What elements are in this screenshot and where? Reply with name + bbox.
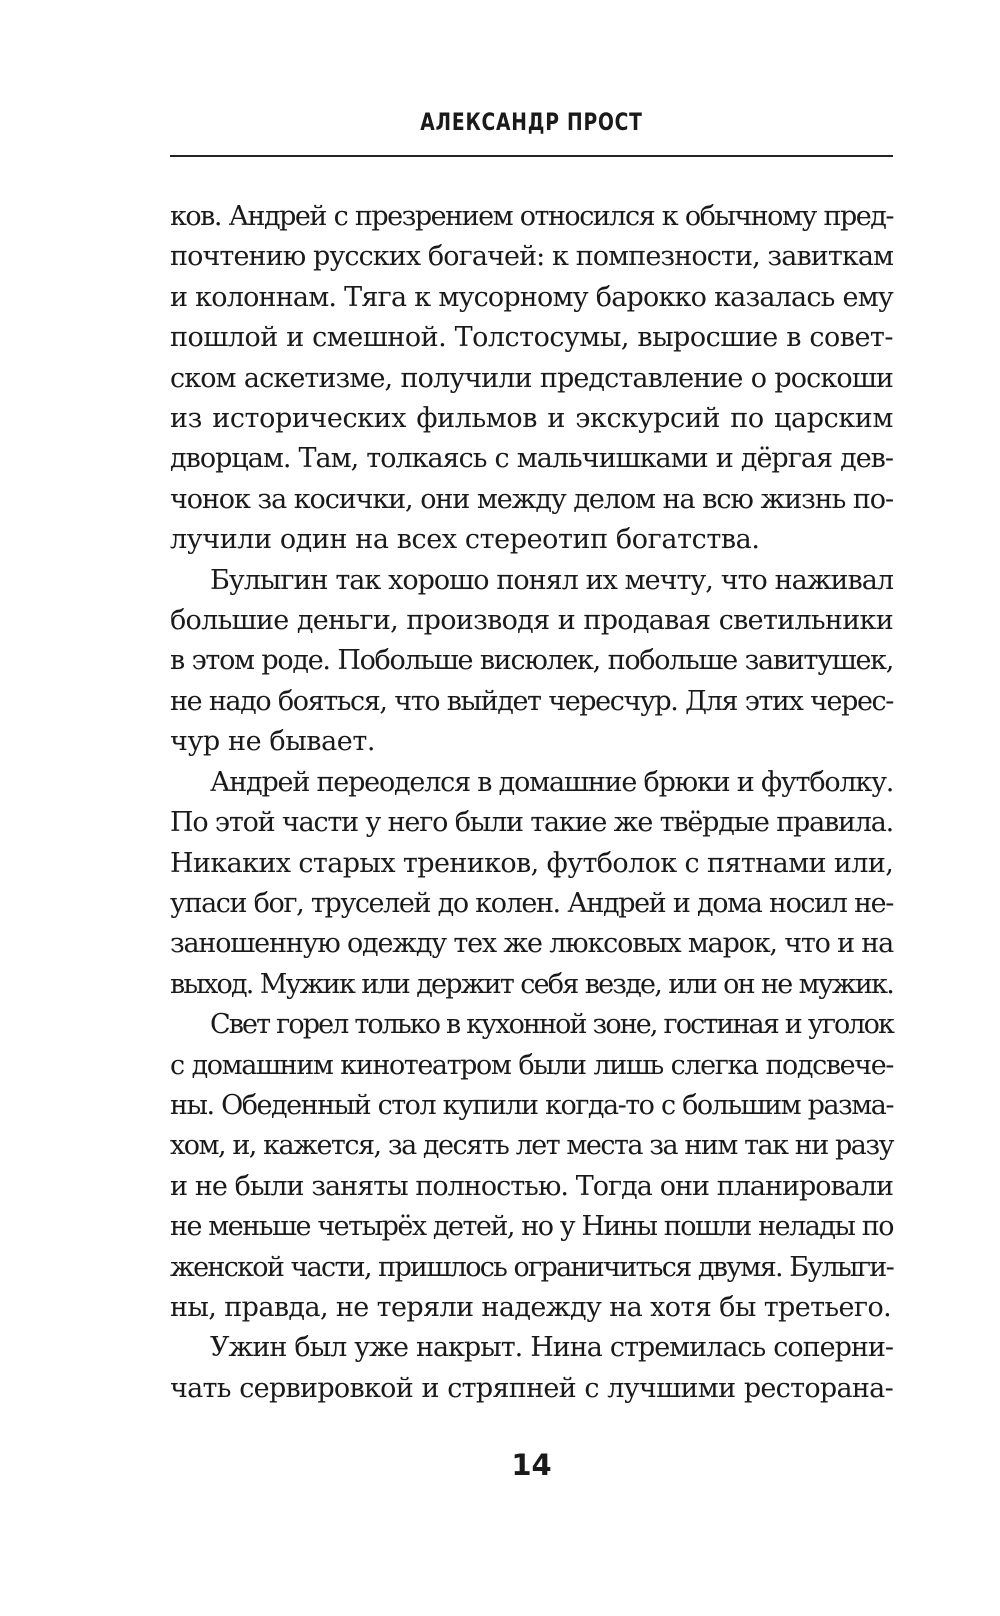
paragraph [170, 197, 893, 561]
text-line: Свет горел только в кухонной зоне, гостиная и уголок [210, 1009, 893, 1041]
text-line: не надо бояться, что выйдет чересчур. Для этих черес- [170, 685, 893, 717]
body-text [170, 197, 893, 1409]
paragraph [170, 561, 893, 763]
page-number: 14 [511, 1448, 552, 1482]
text-line: дворцам. Там, толкаясь с мальчишками и дёргая дев- [170, 443, 893, 475]
text-line: чур не бывает. [170, 726, 376, 758]
paragraph [170, 763, 893, 1005]
text-line: упаси бог, труселей до колен. Андрей и дома носил не- [170, 887, 893, 919]
text-line: с домашним кинотеатром были лишь слегка подсвече- [170, 1049, 893, 1081]
text-line: пошлой и смешной. Толстосумы, выросшие в совет- [170, 322, 893, 354]
text-line: и не были заняты полностью. Тогда они планировали [170, 1170, 893, 1202]
text-line: чать сервировкой и стряпней с лучшими ресторана- [170, 1372, 893, 1404]
text-line: большие деньги, производя и продавая светильники [170, 605, 893, 637]
header-rule [170, 155, 893, 157]
text-line: ны. Обеденный стол купили когда-то с большим разма- [170, 1089, 893, 1121]
text-line: почтению русских богачей: к помпезности, завиткам [170, 241, 894, 273]
text-line: хом, и, кажется, за десять лет места за ним так ни разу [170, 1130, 893, 1162]
text-line: Ужин был уже накрыт. Нина стремилась соперни- [210, 1332, 893, 1364]
text-line: ков. Андрей с презрением относился к обычному пред- [170, 201, 893, 232]
text-line: заношенную одежду тех же люксовых марок, что и на [170, 928, 893, 960]
paragraph [170, 1328, 893, 1409]
text-line: в этом роде. Побольше висюлек, побольше завитушек, [170, 645, 893, 677]
text-line: Никаких старых треников, футболок с пятнами или, [170, 847, 894, 879]
text-line: По этой части у него были такие же твёрдые правила. [170, 807, 893, 839]
text-line: Андрей переоделся в домашние брюки и футболку. [210, 766, 894, 798]
running-head: АЛЕКСАНДР ПРОСТ [420, 108, 643, 136]
text-line: выход. Мужик или держит себя везде, или он не мужик. [170, 968, 893, 1000]
text-line: чонок за косички, они между делом на всю жизнь по- [170, 483, 893, 515]
text-line: женской части, пришлось ограничиться двумя. Булыги- [170, 1251, 893, 1283]
paragraph [170, 1005, 893, 1328]
text-line: не меньше четырёх детей, но у Нины пошли нелады по [170, 1211, 893, 1243]
text-line: лучили один на всех стереотип богатства. [170, 524, 760, 556]
text-line: Булыгин так хорошо понял их мечту, что наживал [210, 564, 893, 596]
text-line: ны, правда, не теряли надежду на хотя бы третьего. [170, 1291, 892, 1323]
text-line: из исторических фильмов и экскурсий по царским [170, 403, 893, 435]
text-line: ском аскетизме, получили представление о роскоши [170, 362, 893, 394]
text-line: и колоннам. Тяга к мусорному барокко казалась ему [170, 281, 893, 313]
